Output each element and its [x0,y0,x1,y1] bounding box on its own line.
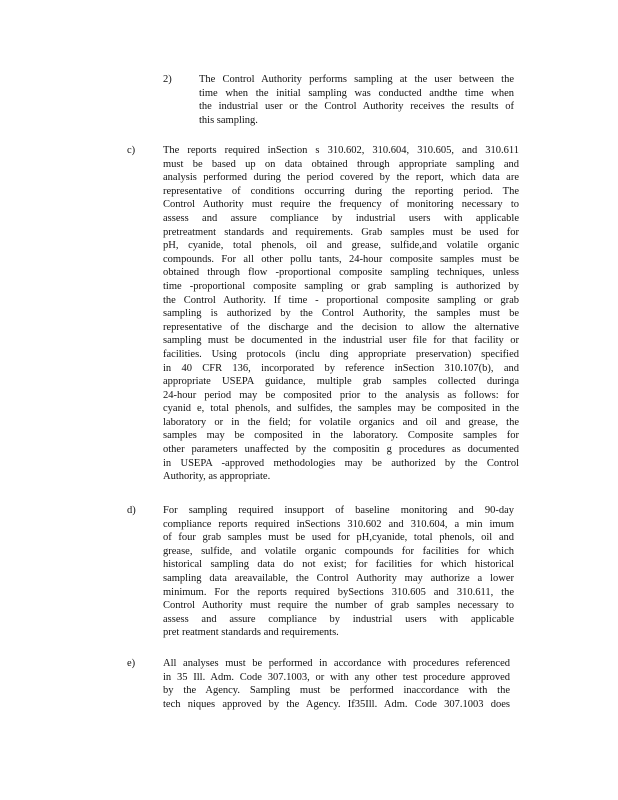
text-line: facilities. Using protocols (inclu ding appropriate preservation) specified [163,348,519,360]
text-line: sampling is authorized by the Control Authority, the samples must be [163,308,519,320]
text-line: analysis performed during the period covered by the report, which data are [163,172,519,184]
text-line: obtained through flow -proportional composite sampling techniques, unless [163,267,519,279]
text-line: laboratory or in the field; for volatile organics and oil and grease, the [163,416,519,428]
text-line: The reports required inSection s 310.602, 310.604, 310.605, and 310.611 [163,145,519,156]
text-line: this sampling. [199,114,258,126]
text-line: representative of conditions occurring during the reporting period. The [163,185,519,197]
item-label: 2) [163,74,172,85]
text-line: assess and assure compliance by industrial users with applicable [163,613,514,625]
text-line: in USEPA -approved methodologies may be authorized by the Control [163,457,519,469]
text-line: by the Agency. Sampling must be performed inaccordance with the [163,685,510,697]
text-line: grease, sulfide, and volatile organic compounds for facilities for which [163,545,514,557]
text-line: historical sampling data do not exist; for facilities for which historical [163,559,514,571]
text-line: samples may be composited in the laboratory. Composite samples for [163,430,519,442]
item-label: d) [127,505,136,516]
text-line: sampling data areavailable, the Control Authority may authorize a lower [163,572,514,584]
text-line: All analyses must be performed in accordance with procedures referenced [163,658,510,669]
text-line: compounds. For all other pollu tants, 24-hour composite samples must be [163,253,519,265]
item-text [163,657,510,711]
text-line: sampling must be documented in the industrial user file for that facility or [163,335,519,347]
text-line: For sampling required insupport of baseline monitoring and 90-day [163,505,514,516]
item-label: c) [127,145,136,156]
item-text [163,504,514,640]
text-line: cyanid e, total phenols, and sulfides, the samples may be composited in the [163,403,519,415]
text-line: 24-hour period may be composited prior to the analysis as follows: for [163,389,519,401]
text-line: the Control Authority. If time - proportional composite sampling or grab [163,294,519,306]
text-line: assess and assure compliance by industrial users with applicable [163,212,519,224]
text-line: pret reatment standards and requirements. [163,627,339,639]
text-line: compliance reports required inSections 310.602 and 310.604, a min imum [163,518,514,530]
text-line: in 35 Ill. Adm. Code 307.1003, or with any other test procedure approved [163,671,510,683]
text-line: appropriate USEPA guidance, multiple grab samples collected duringa [163,376,519,388]
text-line: Control Authority must require the number of grab samples necessary to [163,600,514,612]
text-line: of four grab samples must be used for pH,cyanide, total phenols, oil and [163,532,514,544]
text-line: time when the initial sampling was conducted andthe time when [199,87,514,99]
text-line: other parameters unaffected by the compositin g procedures as documented [163,444,519,456]
item-text [199,73,514,127]
text-line: time -proportional composite sampling or grab sampling is authorized by [163,280,519,292]
text-line: Control Authority must require the frequency of monitoring necessary to [163,199,519,211]
text-line: representative of the discharge and the decision to allow the alternative [163,321,519,333]
text-line: pretreatment standards and requirements. Grab samples must be used for [163,226,519,238]
text-line: Authority, as appropriate. [163,471,271,483]
item-label: e) [127,658,136,669]
text-line: minimum. For the reports required bySections 310.605 and 310.611, the [163,586,514,598]
item-text [163,144,519,484]
text-line: must be based up on data obtained through appropriate sampling and [163,158,519,170]
text-line: in 40 CFR 136, incorporated by reference inSection 310.107(b), and [163,362,519,374]
text-line: pH, cyanide, total phenols, oil and grease, sulfide,and volatile organic [163,240,519,252]
text-line: The Control Authority performs sampling at the user between the [199,74,514,85]
text-line: the industrial user or the Control Authority receives the results of [199,101,514,113]
text-line: tech niques approved by the Agency. If35Ill. Adm. Code 307.1003 does [163,698,510,710]
